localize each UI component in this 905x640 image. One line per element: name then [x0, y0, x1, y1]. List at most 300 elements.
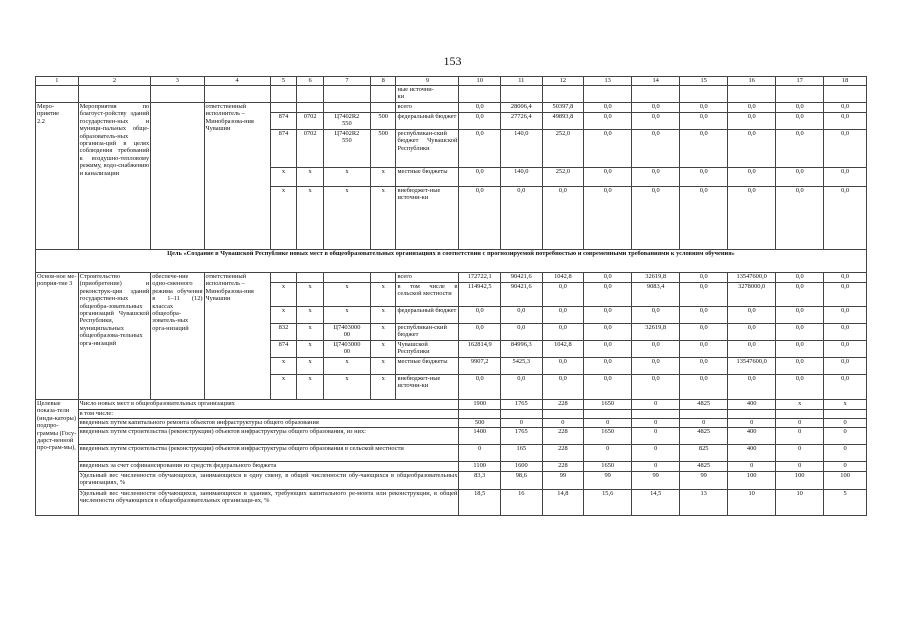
value-cell: 400 [728, 400, 776, 410]
empty-cell [370, 86, 396, 103]
indicator-text: введенных путем строительства (реконструкции) объектов инфраструктуры общего образования в сельской местности [78, 445, 459, 462]
value-cell: 0,0 [632, 187, 680, 250]
value-cell: 0 [776, 445, 824, 462]
value-cell [632, 410, 680, 419]
table-row [36, 86, 867, 103]
code-cell [323, 103, 370, 113]
value-cell: 1042,8 [542, 273, 584, 283]
code-cell: Ц7403000 00 [323, 324, 370, 341]
indicator-row [36, 462, 867, 472]
code-cell: x [370, 375, 396, 400]
value-cell: 99 [680, 472, 728, 490]
column-header: 14 [632, 77, 680, 86]
value-cell: 0,0 [680, 283, 728, 307]
indicator-row [36, 490, 867, 516]
code-cell: x [297, 307, 324, 324]
value-cell: 0,0 [632, 130, 680, 168]
value-cell: 162814,9 [459, 341, 501, 358]
code-cell: x [270, 375, 297, 400]
column-header: 13 [584, 77, 632, 86]
funding-source: внебюджет-ные источни-ки [396, 375, 459, 400]
value-cell [680, 410, 728, 419]
activity-aim: обеспече-ние одно-сменного режима обучения в 1–11 (12) классах общеобра-зователь-ных орга-низаций [151, 273, 204, 400]
value-cell: 0,0 [680, 341, 728, 358]
column-header: 5 [270, 77, 297, 86]
code-cell: x [297, 168, 324, 187]
value-cell: 172722,1 [459, 273, 501, 283]
value-cell: 228 [542, 445, 584, 462]
value-cell: 1900 [459, 400, 501, 410]
value-cell: 4825 [680, 428, 728, 445]
value-cell [584, 410, 632, 419]
value-cell: 0 [632, 445, 680, 462]
value-cell [776, 410, 824, 419]
code-cell [323, 273, 370, 283]
code-cell: x [297, 358, 324, 375]
value-cell: 0,0 [680, 358, 728, 375]
value-cell: 1650 [584, 428, 632, 445]
value-cell: 0,0 [680, 130, 728, 168]
value-cell: 0,0 [542, 375, 584, 400]
value-cell: 0,0 [584, 113, 632, 130]
value-cell: 0,0 [776, 283, 824, 307]
code-cell: x [370, 168, 396, 187]
value-cell: 252,0 [542, 168, 584, 187]
code-cell: 500 [370, 113, 396, 130]
value-cell: 228 [542, 400, 584, 410]
funding-source: всего [396, 273, 459, 283]
value-cell: 13547600,0 [728, 273, 776, 283]
value-cell: 0,0 [680, 187, 728, 250]
code-cell: 874 [270, 341, 297, 358]
value-cell [501, 410, 543, 419]
code-cell: x [323, 283, 370, 307]
value-cell: 100 [776, 472, 824, 490]
value-cell: 15,6 [584, 490, 632, 516]
value-cell: 32619,8 [632, 324, 680, 341]
empty-cell [501, 86, 543, 103]
value-cell: 0 [632, 462, 680, 472]
indicator-row [36, 400, 867, 410]
value-cell: 0,0 [824, 324, 867, 341]
value-cell: 0,0 [776, 307, 824, 324]
value-cell: 0,0 [632, 103, 680, 113]
value-cell: 0,0 [728, 187, 776, 250]
value-cell: 13 [680, 490, 728, 516]
value-cell: 228 [542, 462, 584, 472]
value-cell: 0,0 [542, 187, 584, 250]
column-header: 9 [396, 77, 459, 86]
code-cell: x [297, 283, 324, 307]
header-row [36, 77, 867, 86]
value-cell: 1400 [459, 428, 501, 445]
code-cell: x [297, 187, 324, 250]
value-cell: 0,0 [584, 375, 632, 400]
value-cell: 0,0 [824, 341, 867, 358]
value-cell: 90421,6 [501, 273, 543, 283]
value-cell: 0,0 [584, 168, 632, 187]
value-cell: 0 [459, 445, 501, 462]
code-cell: 500 [370, 130, 396, 168]
value-cell: 0 [542, 419, 584, 428]
value-cell: 10 [728, 490, 776, 516]
code-cell [297, 273, 324, 283]
funding-source: Чувашской Республики [396, 341, 459, 358]
value-cell: 0 [824, 445, 867, 462]
value-cell: 0,0 [584, 187, 632, 250]
code-cell: Ц7402R2 550 [323, 130, 370, 168]
code-cell: x [323, 375, 370, 400]
value-cell: 252,0 [542, 130, 584, 168]
value-cell: 0,0 [680, 113, 728, 130]
code-cell: 874 [270, 113, 297, 130]
value-cell: 84996,3 [501, 341, 543, 358]
code-cell: x [270, 307, 297, 324]
empty-cell [728, 86, 776, 103]
value-cell: 0,0 [459, 168, 501, 187]
executor: ответственный исполнитель – Минобразова-ния Чувашии [204, 273, 270, 400]
column-header: 16 [728, 77, 776, 86]
empty-cell [78, 86, 151, 103]
value-cell: 0,0 [542, 324, 584, 341]
value-cell: 5425,3 [501, 358, 543, 375]
empty-cell [204, 86, 270, 103]
value-cell: 1600 [501, 462, 543, 472]
value-cell: 0 [584, 419, 632, 428]
value-cell: 90421,6 [501, 283, 543, 307]
value-cell: 0,0 [632, 341, 680, 358]
value-cell: 1042,8 [542, 341, 584, 358]
value-cell: 9907,2 [459, 358, 501, 375]
code-cell: x [297, 375, 324, 400]
code-cell: x [270, 168, 297, 187]
value-cell: 49893,8 [542, 113, 584, 130]
value-cell: 0,0 [459, 307, 501, 324]
value-cell: 0,0 [542, 307, 584, 324]
value-cell: 0,0 [824, 103, 867, 113]
code-cell: x [370, 358, 396, 375]
value-cell: 1650 [584, 400, 632, 410]
value-cell: 0,0 [680, 273, 728, 283]
code-cell: x [323, 307, 370, 324]
value-cell: 4825 [680, 462, 728, 472]
value-cell [542, 410, 584, 419]
code-cell: x [270, 283, 297, 307]
value-cell: 114942,5 [459, 283, 501, 307]
value-cell: 0,0 [459, 187, 501, 250]
column-header: 15 [680, 77, 728, 86]
code-cell: x [270, 358, 297, 375]
value-cell: 10 [776, 490, 824, 516]
value-cell: 0,0 [728, 168, 776, 187]
value-cell: 140,0 [501, 168, 543, 187]
code-cell: 0702 [297, 130, 324, 168]
value-cell: 0 [680, 419, 728, 428]
value-cell: 0,0 [680, 375, 728, 400]
indicator-text: в том числе: [78, 410, 459, 419]
value-cell: 0,0 [728, 307, 776, 324]
value-cell: 228 [542, 428, 584, 445]
funding-source: федеральный бюджет [396, 113, 459, 130]
code-cell: x [297, 341, 324, 358]
value-cell: 100 [728, 472, 776, 490]
value-cell: 27726,4 [501, 113, 543, 130]
code-cell: x [370, 324, 396, 341]
value-cell: 18,5 [459, 490, 501, 516]
value-cell: 0 [776, 428, 824, 445]
indicator-text: Число новых мест в общеобразовательных организациях [78, 400, 459, 410]
value-cell: 0,0 [584, 283, 632, 307]
value-cell: 0 [632, 419, 680, 428]
value-cell: 0 [632, 400, 680, 410]
code-cell: x [370, 307, 396, 324]
value-cell: 14,8 [542, 490, 584, 516]
value-cell: 0,0 [584, 341, 632, 358]
indicators-label: Целевые показа-тели (инди-каторы) подпро-граммы (Госу-дарст-венной про-грам-мы), [36, 400, 79, 516]
indicator-row [36, 419, 867, 428]
value-cell: 0,0 [459, 324, 501, 341]
executor: ответственный исполнитель – Минобразова-ния Чувашии [204, 103, 270, 250]
value-cell: 0,0 [680, 168, 728, 187]
value-cell: 0 [776, 462, 824, 472]
activity-name: Строительство (приобретение) и реконструк-ция зданий государствен-ных общеобра-зовательных организаций Чувашской Республики, муниципальных общеобразова-тельных орга-низаций [78, 273, 151, 400]
value-cell: 0,0 [501, 375, 543, 400]
empty-cell [776, 86, 824, 103]
indicator-text: введенных путем строительства (реконструкции) объектов инфраструктуры общего образования, из них: [78, 428, 459, 445]
value-cell [728, 410, 776, 419]
funding-source: ные источни- ки [396, 86, 459, 103]
code-cell [270, 273, 297, 283]
value-cell [824, 410, 867, 419]
value-cell: 99 [542, 472, 584, 490]
value-cell: 0,0 [776, 273, 824, 283]
indicator-text: введенных путем капитального ремонта объектов инфраструктуры общего образования [78, 419, 459, 428]
value-cell: 0,0 [776, 375, 824, 400]
value-cell: 0 [728, 462, 776, 472]
code-cell: x [370, 283, 396, 307]
value-cell: 14,5 [632, 490, 680, 516]
value-cell: 165 [501, 445, 543, 462]
value-cell: 0 [728, 419, 776, 428]
column-header: 12 [542, 77, 584, 86]
value-cell: 0,0 [459, 130, 501, 168]
column-header: 7 [323, 77, 370, 86]
value-cell: 0,0 [824, 168, 867, 187]
value-cell: 0,0 [632, 168, 680, 187]
value-cell: 0,0 [824, 283, 867, 307]
code-cell [270, 103, 297, 113]
activity-label: Меро- приятие 2.2 [36, 103, 79, 250]
value-cell: 5 [824, 490, 867, 516]
value-cell: 0,0 [584, 273, 632, 283]
code-cell [370, 273, 396, 283]
value-cell: 0,0 [680, 103, 728, 113]
funding-source: федеральный бюджет [396, 307, 459, 324]
value-cell [459, 410, 501, 419]
value-cell: 0,0 [584, 307, 632, 324]
empty-cell [584, 86, 632, 103]
value-cell: 400 [728, 445, 776, 462]
value-cell: 0,0 [776, 187, 824, 250]
value-cell: 0,0 [824, 358, 867, 375]
code-cell: 874 [270, 130, 297, 168]
value-cell: 0,0 [776, 103, 824, 113]
value-cell: 100 [824, 472, 867, 490]
value-cell: 0,0 [501, 187, 543, 250]
activity-aim [151, 103, 204, 250]
activity-name: Мероприятия по благоуст-ройству зданий государствен-ных и муници-пальных обще-образователь-ных организа-ций в целях соблюдения требований к воздушно-тепловому режиму, водо-снабжению и канализации [78, 103, 151, 250]
funding-source: всего [396, 103, 459, 113]
value-cell: 825 [680, 445, 728, 462]
code-cell: x [297, 324, 324, 341]
value-cell: 0,0 [776, 341, 824, 358]
value-cell: 0,0 [584, 324, 632, 341]
value-cell: 0,0 [824, 187, 867, 250]
column-header: 4 [204, 77, 270, 86]
code-cell: x [323, 168, 370, 187]
empty-cell [632, 86, 680, 103]
value-cell: 0,0 [776, 113, 824, 130]
empty-cell [542, 86, 584, 103]
column-header: 10 [459, 77, 501, 86]
funding-source: республикан-ский бюджет [396, 324, 459, 341]
value-cell: 0,0 [632, 307, 680, 324]
value-cell: 9083,4 [632, 283, 680, 307]
value-cell: 0,0 [584, 103, 632, 113]
indicator-row [36, 410, 867, 419]
table-row [36, 273, 867, 283]
code-cell: 0702 [297, 113, 324, 130]
value-cell: 1765 [501, 428, 543, 445]
value-cell: x [776, 400, 824, 410]
value-cell: 500 [459, 419, 501, 428]
value-cell: 0,0 [632, 358, 680, 375]
indicator-text: Удельный вес численности обучающихся, занимающихся в зданиях, требующих капитального ре-монта или реконструкции, в общей численности обучающихся в общеобразовательных организаци-ях, % [78, 490, 459, 516]
empty-cell [36, 86, 79, 103]
activity-label: Основ-ное ме-роприя-тие 3 [36, 273, 79, 400]
indicator-row [36, 445, 867, 462]
value-cell: 0,0 [680, 324, 728, 341]
value-cell: 0,0 [501, 324, 543, 341]
value-cell: 0,0 [824, 130, 867, 168]
value-cell: 0,0 [728, 324, 776, 341]
value-cell: 83,3 [459, 472, 501, 490]
value-cell: 0,0 [459, 103, 501, 113]
empty-cell [297, 86, 324, 103]
value-cell: 0,0 [680, 307, 728, 324]
empty-cell [270, 86, 297, 103]
funding-source: в том числе в сельской местности [396, 283, 459, 307]
value-cell: 16 [501, 490, 543, 516]
value-cell: 140,0 [501, 130, 543, 168]
value-cell: 0,0 [728, 130, 776, 168]
column-header: 11 [501, 77, 543, 86]
value-cell: 1765 [501, 400, 543, 410]
column-header: 2 [78, 77, 151, 86]
value-cell: 32619,8 [632, 273, 680, 283]
value-cell: 0 [824, 428, 867, 445]
funding-source: местные бюджеты [396, 358, 459, 375]
table-row [36, 103, 867, 113]
funding-source: республикан-ский бюджет Чувашской Республики [396, 130, 459, 168]
column-header: 8 [370, 77, 396, 86]
empty-cell [459, 86, 501, 103]
column-header: 17 [776, 77, 824, 86]
value-cell: 0,0 [824, 375, 867, 400]
value-cell: 0,0 [501, 307, 543, 324]
goal-row [36, 250, 867, 273]
value-cell: 0,0 [584, 358, 632, 375]
column-header: 3 [151, 77, 204, 86]
value-cell: 1100 [459, 462, 501, 472]
value-cell: 0,0 [776, 358, 824, 375]
indicator-row [36, 428, 867, 445]
code-cell [297, 103, 324, 113]
value-cell: 0 [584, 445, 632, 462]
empty-cell [824, 86, 867, 103]
budget-table [35, 76, 867, 516]
code-cell: x [323, 187, 370, 250]
value-cell: 0,0 [542, 358, 584, 375]
value-cell: 0,0 [542, 283, 584, 307]
value-cell: 400 [728, 428, 776, 445]
value-cell: 0,0 [728, 103, 776, 113]
indicator-text: введенных за счет софинансирования из средств федерального бюджета [78, 462, 459, 472]
goal-heading: Цель «Создание в Чувашской Республике новых мест в общеобразовательных организациях в соответствии с прогнозируемой потребностью и современными требованиями к условиям обучения» [36, 250, 867, 273]
code-cell: x [370, 187, 396, 250]
column-header: 6 [297, 77, 324, 86]
page-number: 153 [443, 54, 462, 68]
value-cell: 0,0 [459, 375, 501, 400]
value-cell: 99 [632, 472, 680, 490]
value-cell: 0,0 [776, 324, 824, 341]
funding-source: местные бюджеты [396, 168, 459, 187]
value-cell: 0,0 [584, 130, 632, 168]
code-cell: Ц7403000 00 [323, 341, 370, 358]
value-cell: 1650 [584, 462, 632, 472]
value-cell: 28006,4 [501, 103, 543, 113]
value-cell: 0,0 [728, 375, 776, 400]
value-cell: 0,0 [824, 307, 867, 324]
value-cell: 0,0 [728, 341, 776, 358]
indicator-row [36, 472, 867, 490]
value-cell: 0,0 [632, 375, 680, 400]
value-cell: 50397,8 [542, 103, 584, 113]
empty-cell [151, 86, 204, 103]
funding-source: внебюджет-ные источни-ки [396, 187, 459, 250]
value-cell: 3278000,0 [728, 283, 776, 307]
value-cell: 0 [501, 419, 543, 428]
value-cell: x [824, 400, 867, 410]
value-cell: 0,0 [728, 113, 776, 130]
code-cell: Ц7402R2 550 [323, 113, 370, 130]
column-header: 1 [36, 77, 79, 86]
code-cell: x [270, 187, 297, 250]
value-cell: 0,0 [776, 130, 824, 168]
value-cell: 99 [584, 472, 632, 490]
value-cell: 0,0 [459, 113, 501, 130]
value-cell: 0 [824, 419, 867, 428]
indicator-text: Удельный вес численности обучающихся, занимающихся в одну смену, в общей численности обу-чающихся в общеобразовательных организациях, % [78, 472, 459, 490]
value-cell: 98,6 [501, 472, 543, 490]
code-cell: x [323, 358, 370, 375]
value-cell: 0,0 [776, 168, 824, 187]
value-cell: 13547600,0 [728, 358, 776, 375]
value-cell: 0 [776, 419, 824, 428]
code-cell: 832 [270, 324, 297, 341]
empty-cell [680, 86, 728, 103]
column-header: 18 [824, 77, 867, 86]
